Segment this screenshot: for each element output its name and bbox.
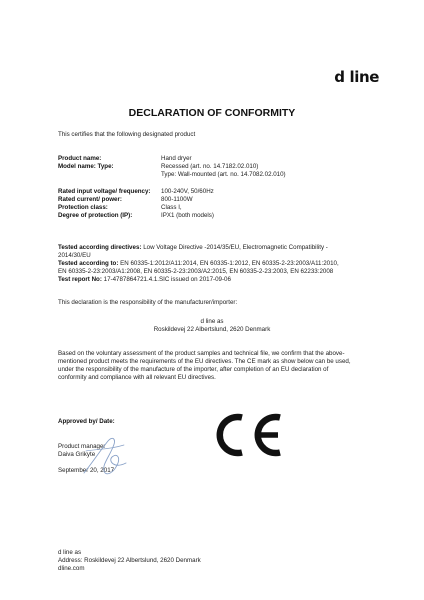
tested-directives-cont: 2014/30/EU <box>58 252 91 259</box>
footer-company: d line as <box>58 549 82 556</box>
tested-standards <box>58 260 388 268</box>
product-value: Hand dryer <box>161 155 192 162</box>
test-report <box>58 276 388 284</box>
spec-value: Class I, <box>161 204 182 211</box>
approval-date: September 20, 2017 <box>58 467 115 474</box>
footer-address-value: Roskildevej 22 Albertslund, 2620 Denmark <box>84 557 201 564</box>
spec-row <box>58 188 378 196</box>
tested-directives-label: Tested according directives: <box>58 244 142 251</box>
tested-standards-label: Tested according to: <box>58 260 119 267</box>
spec-details <box>58 188 378 220</box>
testing-section <box>58 244 388 284</box>
ce-mark-icon <box>208 412 282 458</box>
spec-value: 800-1100W <box>161 196 193 203</box>
assessment-line: mentioned product meets the requirements of the EU directives. The CE mark as show below can be used, <box>58 358 351 365</box>
tested-standards-cont: EN 60335-2-23:2003/A1:2008, EN 60335-2-23:2003/A2:2015, EN 60335-2-23:2003, EN 62233:2008 <box>58 268 334 275</box>
intro-text: This certifies that the following designated product <box>58 131 196 138</box>
spec-value: 100-240V, 50/60Hz <box>161 188 214 195</box>
spec-row <box>58 196 378 204</box>
product-value: Type: Wall-mounted (art. no. 14.7082.02.010) <box>161 171 286 178</box>
test-report-label: Test report No: <box>58 276 102 283</box>
product-value: Recessed (art. no. 14.7182.02.010) <box>161 163 259 170</box>
spec-label: Rated current/ power: <box>58 196 122 203</box>
assessment-paragraph <box>58 350 388 382</box>
footer-address-label: Address: <box>58 557 83 564</box>
product-row <box>58 163 378 171</box>
tested-directives-value: Low Voltage Directive -2014/35/EU, Electromagnetic Compatibility - <box>143 244 328 251</box>
product-row <box>58 155 378 163</box>
assessment-line: under the responsibility of the manufacture of the importer, after completion of an EU declaration of <box>58 366 329 373</box>
spec-row <box>58 212 378 220</box>
spec-label: Protection class: <box>58 204 108 211</box>
responsibility-text: This declaration is the responsibility of the manufacturer/importer: <box>58 299 238 306</box>
document-title: DECLARATION OF CONFORMITY <box>128 107 296 119</box>
test-report-value: 17-4787864721.4.1.SIC issued on 2017-09-06 <box>103 276 231 283</box>
assessment-line: Based on the voluntary assessment of the product samples and technical file, we confirm that the above- <box>58 350 345 357</box>
product-row <box>58 171 378 179</box>
approval-label: Approved by/ Date: <box>58 418 115 425</box>
product-label: Model name: Type: <box>58 163 114 170</box>
assessment-line: conformity and compliance with all relevant EU directives. <box>58 374 216 381</box>
spec-value: IPX1 (both models) <box>161 212 214 219</box>
company-logo: d line <box>334 68 379 86</box>
approver-name: Daiva Grikyte <box>58 451 96 458</box>
spec-label: Rated input voltage/ frequency: <box>58 188 151 195</box>
tested-directives <box>58 244 388 252</box>
product-label <box>58 171 161 179</box>
signature-scribble <box>82 433 130 479</box>
spec-label: Degree of protection (IP): <box>58 212 133 219</box>
product-label: Product name: <box>58 155 102 162</box>
approver-role: Product manager <box>58 443 106 450</box>
product-details <box>58 155 378 179</box>
tested-standards-value: EN 60335-1:2012/A11:2014, EN 60335-1:2012, EN 60335-2-23:2003/A11:2010, <box>120 260 339 267</box>
footer-address <box>58 557 201 565</box>
manufacturer-address: Roskildevej 22 Albertslund, 2620 Denmark <box>153 326 271 333</box>
manufacturer-name: d line as <box>200 318 224 325</box>
footer-website-link[interactable]: dline.com <box>58 565 85 572</box>
spec-row <box>58 204 378 212</box>
